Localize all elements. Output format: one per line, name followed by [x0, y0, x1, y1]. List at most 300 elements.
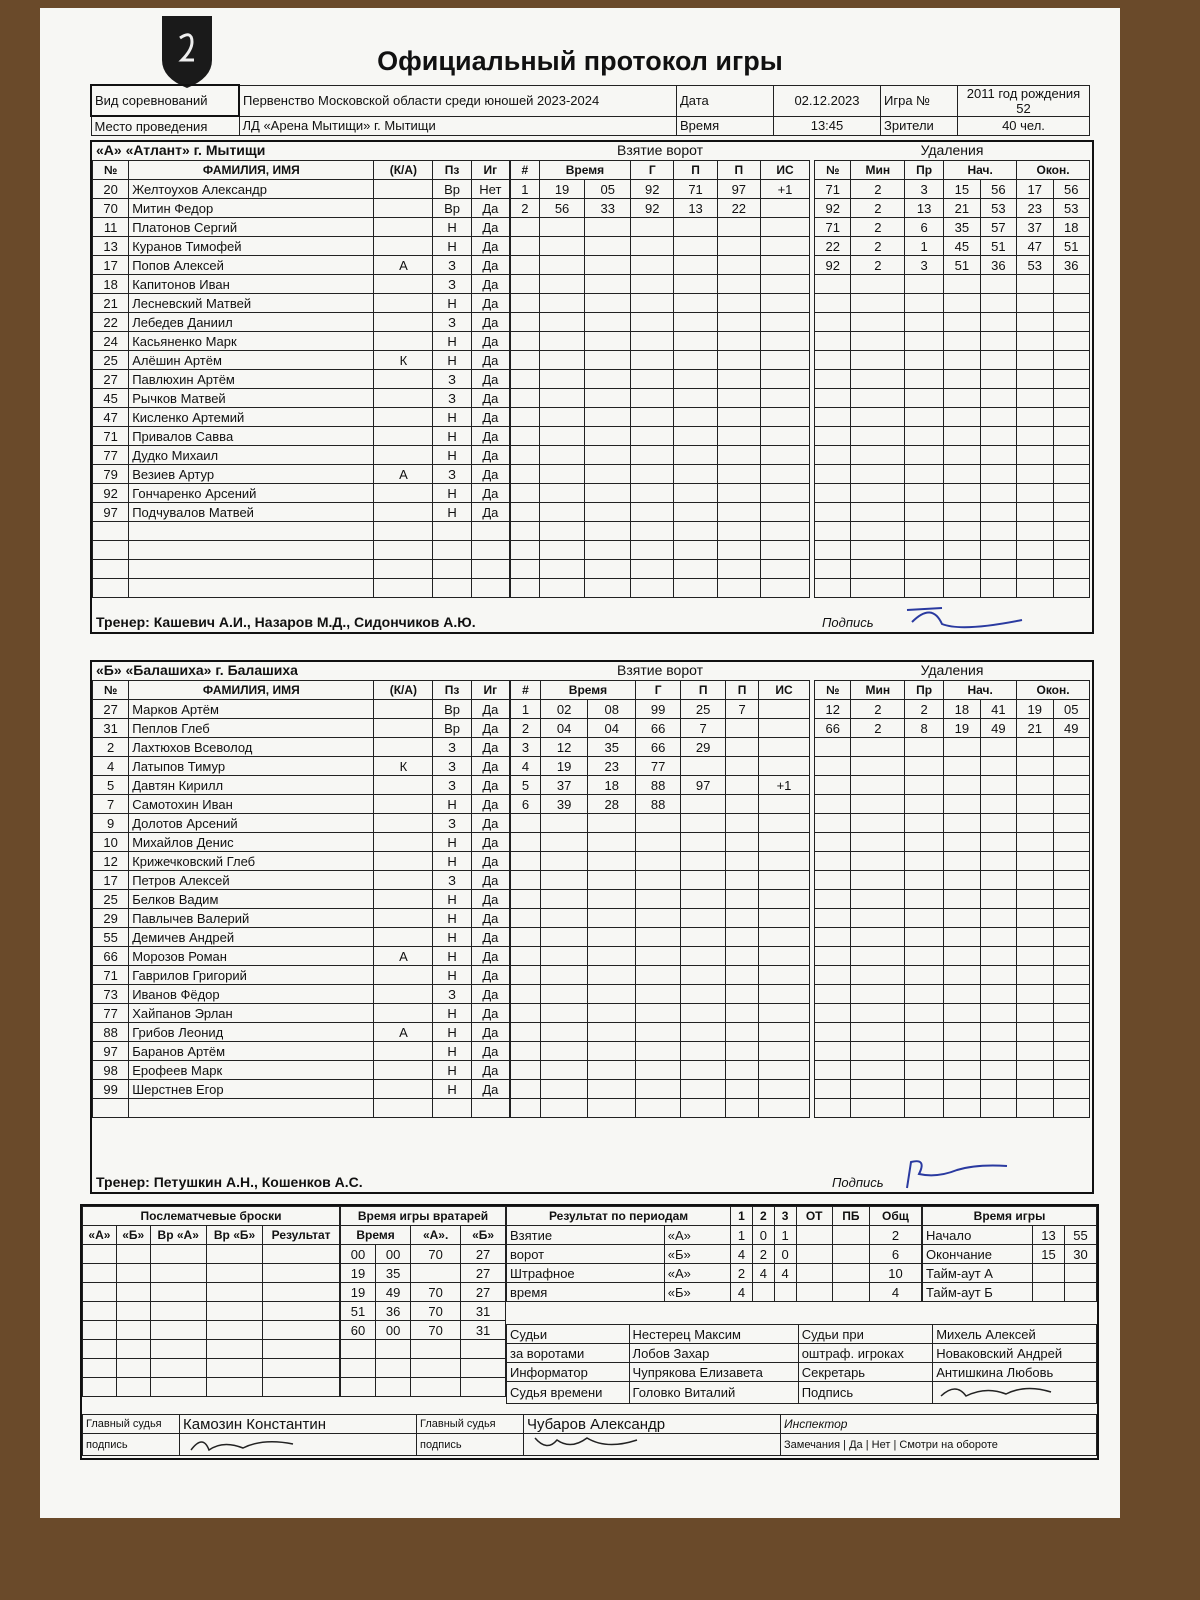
player-role: [374, 985, 433, 1004]
player-number: 70: [93, 199, 129, 218]
goal-cell: [511, 985, 541, 1004]
player-number: 29: [93, 909, 129, 928]
goal-row: [511, 370, 810, 389]
penalty-row: [815, 966, 1090, 985]
penalty-cell: [1017, 833, 1053, 852]
player-row: [93, 484, 510, 503]
goal-cell: [636, 1042, 681, 1061]
penalty-cell: [944, 966, 980, 985]
player-played: Да: [471, 776, 509, 795]
team-b-coach: Тренер: Петушкин А.Н., Кошенков А.С.: [96, 1174, 363, 1190]
goal-cell: [726, 890, 759, 909]
shootout-cell: [116, 1340, 150, 1359]
goal-cell: [539, 256, 585, 275]
player-role: К: [374, 351, 433, 370]
goal-cell: [674, 522, 717, 541]
goal-row: [511, 332, 810, 351]
time-value: 13:45: [774, 116, 881, 136]
col-g-time: Время: [540, 681, 635, 700]
goal-cell: [674, 332, 717, 351]
player-number: 25: [93, 351, 129, 370]
team-a-goals-title: Взятие ворот: [617, 142, 703, 158]
penalty-cell: [1017, 370, 1053, 389]
goal-cell: [636, 966, 681, 985]
player-played: Да: [471, 928, 509, 947]
goal-cell: [631, 446, 674, 465]
player-position: З: [433, 256, 471, 275]
player-name: Давтян Кирилл: [129, 776, 374, 795]
goal-cell: [585, 484, 631, 503]
penalty-cell: [1017, 294, 1053, 313]
goals-label: Взятие: [507, 1226, 665, 1245]
shootout-cell: [116, 1302, 150, 1321]
penalty-cell: [851, 1023, 905, 1042]
player-name: Касьяненко Марк: [129, 332, 374, 351]
player-played: Да: [471, 256, 509, 275]
start-label: Начало: [923, 1226, 1033, 1245]
penalty-cell: [980, 351, 1016, 370]
goal-row: [511, 389, 810, 408]
player-position: Н: [433, 852, 471, 871]
penalty-cell: [980, 909, 1016, 928]
shootout-cell: [206, 1283, 262, 1302]
goal-row: [511, 237, 810, 256]
protocol-sheet: [40, 8, 1120, 1518]
player-role: А: [374, 1023, 433, 1042]
goal-cell: +1: [760, 180, 809, 199]
secretary-label: Секретарь: [798, 1363, 933, 1382]
goal-cell: [726, 1099, 759, 1118]
goal-cell: [674, 465, 717, 484]
goal-cell: [511, 313, 540, 332]
player-name: Платонов Сергий: [129, 218, 374, 237]
goal-cell: [717, 237, 760, 256]
penalty-cell: [980, 294, 1016, 313]
player-name: Крижечковский Глеб: [129, 852, 374, 871]
goal-cell: [758, 947, 809, 966]
goal-row: [511, 909, 810, 928]
penalty-cell: [851, 522, 905, 541]
penalty-cell: [905, 1099, 944, 1118]
goal-cell: [726, 1023, 759, 1042]
penalty-cell: [980, 408, 1016, 427]
player-name: Везиев Артур: [129, 465, 374, 484]
penalty-cell: [851, 313, 905, 332]
goal-cell: [636, 1004, 681, 1023]
player-position: З: [433, 275, 471, 294]
period-value: 4: [774, 1264, 796, 1283]
player-number: 22: [93, 313, 129, 332]
shootout-cell: [206, 1359, 262, 1378]
player-played: Да: [471, 1004, 509, 1023]
penalty-cell: [980, 560, 1016, 579]
gk-cell: 70: [411, 1302, 461, 1321]
player-position: Н: [433, 966, 471, 985]
penalty-cell: [1053, 1004, 1089, 1023]
period-value: 2: [731, 1264, 753, 1283]
penalty-cell: [944, 522, 980, 541]
penalty-cell: [1017, 928, 1053, 947]
player-number: 20: [93, 180, 129, 199]
penalty-cell: [815, 738, 851, 757]
shootout-cell: [263, 1321, 340, 1340]
goal-row: [511, 1042, 810, 1061]
spectators-label: Зрители: [881, 116, 958, 136]
col-no: №: [93, 161, 129, 180]
col-g-p1: П: [681, 681, 726, 700]
penalty-cell: [815, 1080, 851, 1099]
player-position: Вр: [433, 180, 471, 199]
gk-row: [341, 1302, 506, 1321]
ref1-signature-icon: [183, 1434, 303, 1452]
penalty-cell: [944, 852, 980, 871]
player-played: Да: [471, 332, 509, 351]
shootout-cell: [263, 1378, 340, 1397]
team-a-signature-icon: [902, 602, 1062, 632]
penalty-cell: 71: [815, 180, 851, 199]
penalty-cell: [944, 1061, 980, 1080]
penalty-cell: [944, 890, 980, 909]
goal-cell: [758, 1042, 809, 1061]
col-g-time: Время: [539, 161, 630, 180]
col-g-p2: П: [726, 681, 759, 700]
goal-cell: 66: [636, 719, 681, 738]
player-role: [374, 909, 433, 928]
inspector-label: Инспектор: [781, 1415, 1097, 1434]
goal-cell: [631, 237, 674, 256]
player-row: [93, 909, 510, 928]
goal-row: [511, 560, 810, 579]
player-played: Да: [471, 852, 509, 871]
penalty-cell: [944, 1099, 980, 1118]
penalty-cell: [944, 541, 980, 560]
penalty-cell: [980, 947, 1016, 966]
goal-row: [511, 757, 810, 776]
col-name: ФАМИЛИЯ, ИМЯ: [129, 681, 374, 700]
team-b-label: «Б» «Балашиха» г. Балашиха: [96, 662, 298, 678]
goal-cell: [726, 1061, 759, 1080]
goal-cell: [511, 909, 541, 928]
goal-cell: [511, 237, 540, 256]
penalty-cell: [815, 1004, 851, 1023]
penalty-cell: [851, 966, 905, 985]
penalty-cell: [1053, 1099, 1089, 1118]
penalty-cell: [851, 833, 905, 852]
penalty-row: [815, 985, 1090, 1004]
penalty-row: [815, 541, 1090, 560]
game-no-value: 52: [1016, 100, 1031, 116]
penalty-cell: [815, 947, 851, 966]
player-position: Н: [433, 218, 471, 237]
gk-cell: [411, 1378, 461, 1397]
goal-cell: [758, 814, 809, 833]
player-played: Да: [471, 294, 509, 313]
penalty-row: [815, 1023, 1090, 1042]
player-number: 71: [93, 966, 129, 985]
penalty-cell: [944, 795, 980, 814]
penalty-cell: [1017, 389, 1053, 408]
goal-cell: [585, 503, 631, 522]
penalty-cell: [851, 1099, 905, 1118]
shootout-cell: [263, 1340, 340, 1359]
player-number: 18: [93, 275, 129, 294]
penalty-cell: 35: [944, 218, 980, 237]
player-row: [93, 966, 510, 985]
col-ig: Иг: [471, 681, 509, 700]
penalty-cell: [980, 541, 1016, 560]
player-row: [93, 738, 510, 757]
goal-cell: [511, 833, 541, 852]
goal-cell: [631, 332, 674, 351]
player-name: [129, 541, 374, 560]
player-number: 12: [93, 852, 129, 871]
player-row: [93, 237, 510, 256]
player-position: [433, 522, 471, 541]
shootout-cell: [150, 1264, 206, 1283]
player-played: [471, 1099, 509, 1118]
goal-cell: [758, 1004, 809, 1023]
goal-cell: [758, 738, 809, 757]
period-col: 3: [774, 1207, 796, 1226]
player-position: Н: [433, 909, 471, 928]
goal-cell: [585, 465, 631, 484]
shootout-cell: [150, 1245, 206, 1264]
player-role: [374, 237, 433, 256]
gk-cell: 00: [376, 1245, 411, 1264]
player-number: 21: [93, 294, 129, 313]
goal-cell: [681, 1061, 726, 1080]
player-role: [374, 579, 433, 598]
goal-cell: [511, 871, 541, 890]
gk-cell: 27: [461, 1283, 506, 1302]
player-role: [374, 928, 433, 947]
penalty-row: [815, 218, 1090, 237]
player-role: [374, 776, 433, 795]
goal-cell: [760, 408, 809, 427]
col-p-pr: Пр: [905, 681, 944, 700]
player-position: З: [433, 313, 471, 332]
shootout-cell: [83, 1302, 117, 1321]
player-role: [374, 541, 433, 560]
penalty-cell: [851, 275, 905, 294]
player-number: 17: [93, 871, 129, 890]
competition-label: Вид соревнований: [91, 85, 239, 116]
shootout-cell: [150, 1340, 206, 1359]
player-name: Павлычев Валерий: [129, 909, 374, 928]
penalty-cell: [1017, 275, 1053, 294]
player-name: Попов Алексей: [129, 256, 374, 275]
penalty-cell: [905, 947, 944, 966]
goal-cell: 4: [511, 757, 541, 776]
penalty-cell: [980, 1061, 1016, 1080]
player-played: Да: [471, 199, 509, 218]
player-played: Да: [471, 408, 509, 427]
period-col: ОТ: [796, 1207, 832, 1226]
ref2-name: Чубаров Александр: [524, 1415, 781, 1434]
shootout-cell: [83, 1340, 117, 1359]
penalty-cell: 2: [905, 700, 944, 719]
goal-cell: [758, 909, 809, 928]
player-number: 17: [93, 256, 129, 275]
goal-cell: [540, 1004, 588, 1023]
gk-cell: [376, 1340, 411, 1359]
player-position: [433, 560, 471, 579]
goal-cell: [726, 1080, 759, 1099]
col-g-g: Г: [636, 681, 681, 700]
shootout-cell: [263, 1245, 340, 1264]
penalty-cell: [851, 560, 905, 579]
goal-cell: [588, 890, 636, 909]
penalty-cell: [905, 560, 944, 579]
player-played: Да: [471, 814, 509, 833]
goal-cell: 12: [540, 738, 588, 757]
player-row: [93, 313, 510, 332]
goal-cell: [540, 909, 588, 928]
goal-cell: 77: [636, 757, 681, 776]
goal-cell: [726, 833, 759, 852]
penalty-cell: [1053, 757, 1089, 776]
penalty-row: [815, 890, 1090, 909]
goal-cell: [539, 294, 585, 313]
player-number: 55: [93, 928, 129, 947]
shootout-cell: [116, 1359, 150, 1378]
penalty-cell: [944, 427, 980, 446]
shootout-cell: [116, 1321, 150, 1340]
goal-cell: [511, 446, 540, 465]
player-name: Латыпов Тимур: [129, 757, 374, 776]
player-name: Лахтюхов Всеволод: [129, 738, 374, 757]
player-number: 25: [93, 890, 129, 909]
goal-cell: 37: [540, 776, 588, 795]
player-position: Н: [433, 928, 471, 947]
goal-row: [511, 738, 810, 757]
officials-table: [506, 1324, 1097, 1404]
penalty-cell: [1017, 890, 1053, 909]
penalty-cell: [944, 814, 980, 833]
penalty-cell: [980, 852, 1016, 871]
goal-cell: [588, 1004, 636, 1023]
shootout-cell: [116, 1378, 150, 1397]
player-name: Белков Вадим: [129, 890, 374, 909]
shootout-cell: [206, 1302, 262, 1321]
goal-cell: [717, 351, 760, 370]
penalty-cell: 51: [944, 256, 980, 275]
penalty-cell: 6: [905, 218, 944, 237]
player-number: 27: [93, 370, 129, 389]
col-pz: Пз: [433, 161, 471, 180]
player-row: [93, 579, 510, 598]
penalty-cell: [980, 1099, 1016, 1118]
penalty-row: [815, 484, 1090, 503]
goal-cell: [511, 1061, 541, 1080]
goal-row: [511, 966, 810, 985]
ref2-signature-icon: [527, 1434, 647, 1452]
goal-cell: [540, 814, 588, 833]
player-played: Да: [471, 1042, 509, 1061]
player-number: [93, 1099, 129, 1118]
player-row: [93, 199, 510, 218]
player-role: [374, 199, 433, 218]
penalty-cell: [1053, 351, 1089, 370]
penalty-cell: [815, 985, 851, 1004]
goal-cell: [674, 237, 717, 256]
penalty-cell: [815, 852, 851, 871]
period-value: 1: [731, 1226, 753, 1245]
goal-cell: [588, 966, 636, 985]
penalty-cell: [1053, 909, 1089, 928]
gk-row: [341, 1245, 506, 1264]
gk-row: [341, 1378, 506, 1397]
goal-cell: [540, 1023, 588, 1042]
goal-cell: [681, 1023, 726, 1042]
player-number: [93, 579, 129, 598]
shootout-cell: [206, 1378, 262, 1397]
goals-label-2: ворот: [507, 1245, 665, 1264]
player-row: [93, 180, 510, 199]
goal-cell: [726, 795, 759, 814]
penalty-cell: 56: [1053, 180, 1089, 199]
goal-cell: [511, 522, 540, 541]
penalty-cell: [1053, 427, 1089, 446]
penalty-cell: [905, 465, 944, 484]
gk-cell: 19: [341, 1283, 376, 1302]
goal-cell: [674, 351, 717, 370]
goal-row: [511, 503, 810, 522]
player-name: Михайлов Денис: [129, 833, 374, 852]
penalty-cell: [905, 757, 944, 776]
penalty-cell: [1017, 332, 1053, 351]
goal-row: [511, 408, 810, 427]
penalty-cell: [944, 484, 980, 503]
period-col: ПБ: [832, 1207, 869, 1226]
goal-row: [511, 700, 810, 719]
penalty-cell: 3: [905, 180, 944, 199]
player-played: Да: [471, 351, 509, 370]
shootout-row: [83, 1359, 340, 1378]
goal-row: [511, 1061, 810, 1080]
pim-label-2: время: [507, 1283, 665, 1302]
penalty-cell: [905, 351, 944, 370]
player-name: Лесневский Матвей: [129, 294, 374, 313]
penalty-cell: [1053, 579, 1089, 598]
player-row: [93, 446, 510, 465]
shootout-cell: [206, 1321, 262, 1340]
goal-cell: [760, 275, 809, 294]
shootout-col: «А»: [83, 1226, 117, 1245]
penalty-cell: [980, 1080, 1016, 1099]
ref1-name: Камозин Константин: [180, 1415, 417, 1434]
penalty-cell: [980, 814, 1016, 833]
goal-cell: [539, 446, 585, 465]
penalty-cell: [944, 465, 980, 484]
goal-cell: [760, 541, 809, 560]
shootout-cell: [83, 1378, 117, 1397]
goal-cell: 04: [540, 719, 588, 738]
goal-cell: [511, 275, 540, 294]
penalty-cell: [815, 541, 851, 560]
goal-cell: [726, 738, 759, 757]
penalty-row: [815, 1080, 1090, 1099]
team-b-roster: [92, 680, 510, 1118]
penalty-cell: [905, 871, 944, 890]
shootout-cell: [206, 1245, 262, 1264]
goal-cell: [717, 503, 760, 522]
penalty-cell: 92: [815, 256, 851, 275]
player-name: Демичев Андрей: [129, 928, 374, 947]
goal-cell: [681, 871, 726, 890]
goal-cell: [631, 218, 674, 237]
player-role: А: [374, 256, 433, 275]
